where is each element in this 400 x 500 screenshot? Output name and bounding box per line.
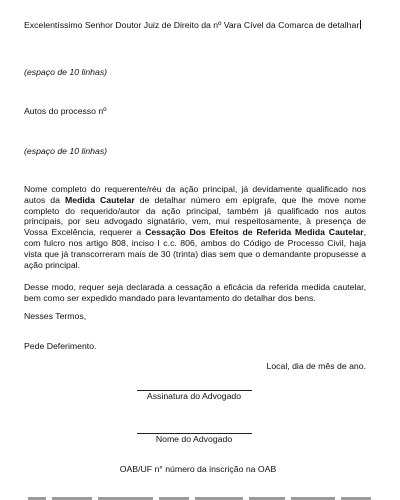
spacer-note-1: (espaço de 10 linhas) [24, 67, 108, 77]
request-title: Cessação Dos Efeitos de Referida Medida Cautelar [145, 227, 364, 238]
text-cursor [360, 20, 361, 29]
oab-registration: OAB/UF n° número da inscrição na OAB [119, 464, 277, 474]
measure-name: Medida Cautelar [65, 194, 135, 205]
signature-label: Assinatura do Advogado [146, 391, 242, 401]
spacer-note-2: (espaço de 10 linhas) [24, 146, 108, 156]
closing-nesses-termos: Nesses Termos, [24, 311, 87, 321]
truncated-footnote [28, 493, 373, 500]
truncated-text-glyphs [28, 494, 373, 500]
salutation [24, 20, 366, 31]
closing-pede-deferimento: Pede Deferimento. [24, 341, 97, 351]
salutation-text: Excelentíssimo Senhor Doutor Juiz de Direito da nº Vara Cível da Comarca de detalhar [24, 20, 360, 30]
case-number-label: Autos do processo nº [24, 106, 107, 116]
lawyer-name-label: Nome do Advogado [155, 434, 233, 444]
body-paragraph-2: Desse modo, requer seja declarada a cessação a eficácia da referida medida cautelar, bem como ser expedido mandado para levantamento do detalhar dos bens. [24, 282, 366, 303]
body-paragraph-1: Nome completo do requerente/réu da ação principal, já devidamente qualificado nos autos da Medida Cautelar de detalhar número em epígrafe, que lhe move nome completo do requerido/autor da ação principal, também já qualificado nos autos principais, por seu advogado signatário, vem, mui respeitosamente, à presença de Vossa Excelência, requerer a Cessação Dos Efeitos de Referida Medida Cautelar, com fulcro nos artigo 808, inciso I c.c. 806, ambos do Código de Processo Civil, haja vista que já transcorreram mais de 30 (trinta) dias sem que o demandante propusesse a ação principal. [24, 184, 366, 270]
place-and-date: Local, dia de mês de ano. [266, 361, 366, 371]
